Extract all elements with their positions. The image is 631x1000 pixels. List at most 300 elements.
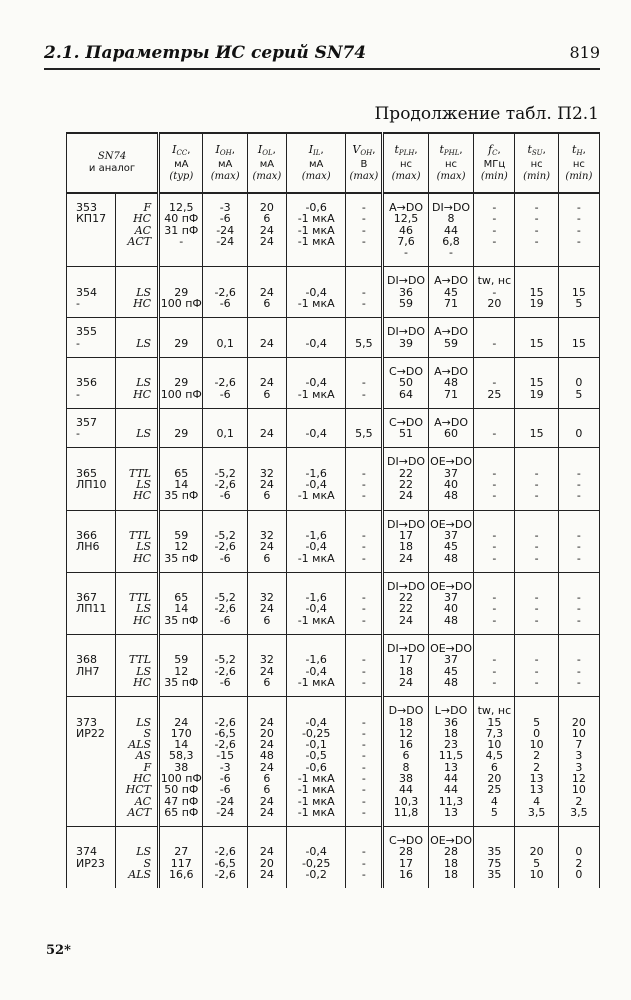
table-row (67, 827, 600, 889)
cell-tplh-value: DI→DO 17 18 24 (387, 517, 426, 565)
cell-tech-value: F HC AC ACT (127, 201, 152, 248)
header-unit: мА (174, 158, 189, 170)
header-symbol: I (172, 142, 177, 156)
cell-tplh-value: DI→DO 17 18 24 (387, 642, 426, 689)
cell-iol-value: 24 (259, 427, 274, 441)
cell-tsu-value: - - - (534, 466, 539, 503)
cell-tsu-value: 15 (529, 336, 544, 350)
header-unit: мА (217, 158, 233, 170)
cell-tplh-value: C→DO 51 (389, 415, 424, 441)
header-unit: нс (445, 158, 458, 170)
cell-tplh (383, 572, 429, 634)
cell-voh-value: - - - (361, 466, 366, 503)
cell-chip-value: 356 - (76, 376, 97, 401)
cell-th-value: 15 5 (571, 285, 586, 311)
header-symbol: f (488, 142, 493, 156)
cell-tphl (428, 408, 474, 448)
cell-iil-value: -1,6 -0,4 -1 мкА (297, 653, 335, 689)
cell-tech (115, 357, 158, 408)
cell-iol-value: 24 6 (259, 376, 274, 401)
cell-chip (67, 267, 116, 318)
header-rule (44, 68, 600, 70)
cell-fc (474, 267, 515, 318)
header-subscript: H (576, 148, 583, 157)
cell-ioh-value: 0,1 (216, 336, 234, 350)
cell-iil (286, 635, 346, 697)
cell-chip (67, 448, 116, 510)
cell-tplh-value: DI→DO 22 22 24 (387, 455, 426, 503)
header-subscript: IL (313, 148, 321, 157)
column-header-ioh: $I_{OH}$, мА (max) (203, 133, 247, 193)
header-subscript: OH (219, 148, 232, 157)
cell-iol (247, 697, 286, 827)
cell-chip (67, 510, 116, 572)
cell-iol-value: 32 24 6 (259, 528, 274, 565)
cell-iil (286, 408, 346, 448)
cell-fc-value: - 25 (487, 376, 502, 401)
cell-th (558, 318, 599, 358)
cell-tphl (428, 827, 474, 889)
cell-tech-value: TTL LS HC (128, 653, 152, 689)
cell-iol (247, 827, 286, 889)
table-row (67, 448, 600, 510)
cell-ioh-value: -2,6 -6,5 -2,6 (214, 845, 236, 882)
cell-fc (474, 827, 515, 889)
cell-tsu-value: 20 5 10 (529, 845, 544, 882)
header-subscript: PHL (443, 148, 460, 157)
cell-tsu-value: - - - (534, 591, 539, 627)
cell-iol (247, 318, 286, 358)
cell-iil (286, 510, 346, 572)
cell-th-value: 0 5 (575, 376, 583, 401)
cell-tphl-value: A→DO 48 71 (434, 364, 468, 401)
header-limit: (max) (252, 170, 282, 182)
cell-tphl (428, 448, 474, 510)
table-row (67, 510, 600, 572)
cell-tsu-value: 15 19 (529, 376, 544, 401)
cell-th-value: - - - - (576, 201, 581, 248)
cell-chip-value: 373 ИР22 (76, 715, 105, 740)
cell-ioh (203, 827, 247, 889)
cell-tech (115, 697, 158, 827)
cell-voh (346, 635, 383, 697)
cell-fc (474, 448, 515, 510)
header-symbol: I (215, 142, 220, 156)
cell-th-value: 15 (571, 336, 586, 350)
cell-fc (474, 572, 515, 634)
cell-fc (474, 510, 515, 572)
cell-tplh-value: C→DO 50 64 (389, 364, 424, 401)
cell-iol (247, 572, 286, 634)
cell-tsu (515, 193, 558, 267)
cell-tphl (428, 635, 474, 697)
cell-tsu-value: 15 19 (529, 285, 544, 311)
header-limit: (min) (480, 170, 508, 182)
cell-iil (286, 827, 346, 889)
cell-tech (115, 827, 158, 889)
header-limit: (max) (391, 170, 421, 182)
cell-iil (286, 318, 346, 358)
cell-icc (159, 572, 203, 634)
cell-voh-value: - - (361, 376, 366, 401)
cell-voh (346, 193, 383, 267)
table-row (67, 193, 600, 267)
table-row (67, 697, 600, 827)
cell-tsu (515, 510, 558, 572)
cell-iol (247, 267, 286, 318)
cell-iil-value: -0,4 (305, 336, 327, 350)
cell-voh (346, 572, 383, 634)
cell-chip-value: 367 ЛП11 (76, 591, 107, 616)
cell-voh (346, 408, 383, 448)
cell-iil-value: -1,6 -0,4 -1 мкА (297, 528, 335, 565)
cell-icc-value: 12,5 40 пФ 31 пФ - (164, 201, 199, 248)
cell-iol (247, 408, 286, 448)
cell-tech-value: LS HC (133, 285, 152, 311)
cell-iol (247, 510, 286, 572)
cell-icc (159, 318, 203, 358)
cell-ioh (203, 510, 247, 572)
cell-iil (286, 448, 346, 510)
cell-ioh-value: -2,6 -6 (214, 376, 236, 401)
header-subscript: OH (360, 148, 373, 157)
column-header-icc: $I_{CC}$, мА (typ) (159, 133, 203, 193)
header-symbol: V (352, 142, 361, 156)
table-row (67, 318, 600, 358)
header-subscript: CC (176, 148, 188, 157)
cell-tplh (383, 318, 429, 358)
cell-tplh-value: A→DO 12,5 46 7,6 - (389, 201, 423, 260)
cell-icc (159, 267, 203, 318)
cell-chip-value: 357 - (76, 415, 97, 441)
header-limit: (max) (210, 170, 240, 182)
column-header-voh: $V_{OH}$, В (max) (346, 133, 383, 193)
cell-ioh-value: -2,6 -6,5 -2,6 -15 -3 -6 -6 -24 -24 (214, 715, 236, 819)
cell-th-value: - - - (576, 591, 581, 627)
table-caption: Продолжение табл. П2.1 (374, 104, 599, 124)
cell-tphl (428, 572, 474, 634)
cell-tphl-value: A→DO 45 71 (434, 274, 468, 311)
cell-fc-value: - - - (492, 528, 497, 565)
parameters-table (66, 132, 600, 928)
header-unit: нс (572, 158, 585, 170)
cell-tsu (515, 697, 558, 827)
cell-iol-value: 32 24 6 (259, 466, 274, 503)
cell-tech-value: LS HC (133, 376, 152, 401)
cell-icc-value: 65 14 35 пФ (164, 466, 199, 503)
cell-icc-value: 29 100 пФ (160, 376, 202, 401)
cell-chip-value: 366 ЛН6 (76, 528, 100, 554)
cell-chip-value: 353 КП17 (76, 201, 107, 226)
cell-tech (115, 572, 158, 634)
cell-th-value: - - - (576, 653, 581, 689)
cell-voh (346, 510, 383, 572)
cell-tech-value: LS (136, 336, 152, 350)
cell-icc (159, 448, 203, 510)
cell-icc (159, 827, 203, 889)
cell-icc-value: 65 14 35 пФ (164, 591, 199, 627)
header-subscript: OL (262, 148, 273, 157)
cell-icc (159, 193, 203, 267)
cell-icc-value: 59 12 35 пФ (164, 528, 199, 565)
cell-iil-value: -0,6 -1 мкА -1 мкА -1 мкА (297, 201, 335, 248)
cell-iil-value: -1,6 -0,4 -1 мкА (297, 591, 335, 627)
cell-icc (159, 510, 203, 572)
cell-th-value: - - - (576, 466, 581, 503)
cell-th (558, 572, 599, 634)
cell-tplh (383, 357, 429, 408)
cell-th (558, 697, 599, 827)
cell-iil (286, 697, 346, 827)
cell-chip-value: 355 - (76, 325, 97, 350)
cell-chip (67, 572, 116, 634)
cell-fc (474, 318, 515, 358)
cell-voh (346, 448, 383, 510)
cell-th (558, 510, 599, 572)
column-header-tplh: $t_{PLH}$, нс (max) (383, 133, 429, 193)
cell-voh (346, 267, 383, 318)
cell-tsu-value: - - - (534, 528, 539, 565)
column-header-iil: $I_{IL}$, мА (max) (286, 133, 346, 193)
cell-iil (286, 267, 346, 318)
cell-tech (115, 408, 158, 448)
cell-voh-value: - - - - (361, 201, 366, 248)
cell-tphl-value: A→DO 60 (434, 415, 468, 441)
header-limit: (max) (436, 170, 466, 182)
cell-chip-value: 354 - (76, 285, 97, 311)
cell-ioh-value: -2,6 -6 (214, 285, 236, 311)
cell-chip (67, 697, 116, 827)
cell-voh (346, 357, 383, 408)
cell-voh-value: 5,5 (355, 336, 373, 350)
cell-iil-value: -0,4 -1 мкА (297, 376, 335, 401)
cell-tplh (383, 448, 429, 510)
cell-tsu (515, 357, 558, 408)
cell-tsu (515, 827, 558, 889)
cell-tphl-value: OE→DO 28 18 18 (430, 834, 473, 882)
cell-tphl (428, 697, 474, 827)
cell-iol-value: 32 24 6 (259, 653, 274, 689)
cell-tplh (383, 408, 429, 448)
cell-tsu (515, 408, 558, 448)
cell-iol (247, 635, 286, 697)
cell-voh-value: - - - (361, 653, 366, 689)
cell-iol-value: 24 (259, 336, 274, 350)
header-limit: (max) (349, 170, 379, 182)
column-header-series: SN74 (97, 151, 127, 162)
cell-iil (286, 572, 346, 634)
cell-fc-value: - (492, 336, 497, 350)
header-limit: (min) (565, 170, 593, 182)
cell-chip (67, 827, 116, 889)
cell-voh-value: - - - - - - - - - (361, 715, 366, 819)
cell-iil-value: -0,4 -1 мкА (297, 285, 335, 311)
cell-iil (286, 193, 346, 267)
cell-tphl (428, 357, 474, 408)
cell-tech-value: LS S ALS AS F HC HCT AC ACT (125, 715, 152, 819)
cell-voh-value: - - (361, 285, 366, 311)
cell-tsu-value: - - - (534, 653, 539, 689)
cell-ioh (203, 448, 247, 510)
cell-ioh-value: 0,1 (216, 427, 234, 441)
header-subscript: PLH (398, 148, 415, 157)
page-number: 819 (569, 43, 600, 62)
header-subscript: SU (531, 148, 543, 157)
header-limit: (max) (301, 170, 331, 182)
cell-tplh-value: D→DO 18 12 16 6 8 38 44 10,3 11,8 (388, 704, 424, 819)
cell-ioh (203, 697, 247, 827)
cell-chip-value: 365 ЛП10 (76, 466, 107, 492)
header-symbol: t (439, 142, 444, 156)
cell-ioh (203, 357, 247, 408)
cell-fc (474, 697, 515, 827)
cell-iil (286, 357, 346, 408)
cell-iol (247, 357, 286, 408)
header-symbol: t (527, 142, 532, 156)
cell-voh (346, 318, 383, 358)
cell-ioh (203, 572, 247, 634)
table-row (67, 635, 600, 697)
cell-ioh-value: -5,2 -2,6 -6 (214, 528, 236, 565)
cell-voh-value: - - - (361, 591, 366, 627)
cell-tsu (515, 448, 558, 510)
cell-ioh (203, 408, 247, 448)
column-header-chip (67, 133, 159, 193)
header-limit: (typ) (169, 170, 194, 182)
cell-icc-value: 29 100 пФ (160, 285, 202, 311)
cell-voh-value: - - - (361, 528, 366, 565)
cell-th (558, 827, 599, 889)
table-row (67, 267, 600, 318)
cell-tphl (428, 193, 474, 267)
cell-tech-value: LS S ALS (128, 845, 152, 882)
cell-tplh-value: DI→DO 36 59 (387, 274, 426, 311)
cell-tech-value: TTL LS HC (128, 591, 152, 627)
cell-icc-value: 24 170 14 58,3 38 100 пФ 50 пФ 47 пФ 65 пФ (160, 715, 202, 819)
cell-iol-value: 20 6 24 24 (259, 201, 274, 248)
cell-th-value: - - - (576, 528, 581, 565)
cell-tplh-value: C→DO 28 17 16 (389, 834, 424, 882)
cell-fc-value: - - - (492, 591, 497, 627)
header-unit: МГц (483, 158, 506, 170)
cell-icc (159, 635, 203, 697)
cell-chip-value: 368 ЛН7 (76, 653, 100, 678)
cell-icc (159, 357, 203, 408)
cell-tech-value: LS (136, 427, 152, 441)
cell-icc-value: 59 12 35 пФ (164, 653, 199, 689)
cell-tech-value: TTL LS HC (128, 466, 152, 503)
cell-icc-value: 29 (174, 336, 189, 350)
cell-iol-value: 24 20 24 48 24 6 6 24 24 (259, 715, 274, 819)
cell-tsu-value: 15 (529, 427, 544, 441)
cell-iil-value: -0,4 (305, 427, 327, 441)
cell-tplh (383, 827, 429, 889)
cell-th (558, 408, 599, 448)
cell-voh (346, 697, 383, 827)
cell-iol-value: 24 6 (259, 285, 274, 311)
cell-tplh (383, 697, 429, 827)
column-header-tsu: $t_{SU}$, нс (min) (515, 133, 558, 193)
cell-th (558, 267, 599, 318)
cell-tech (115, 193, 158, 267)
cell-chip (67, 193, 116, 267)
cell-icc (159, 697, 203, 827)
header-limit: (min) (523, 170, 551, 182)
cell-icc (159, 408, 203, 448)
cell-voh-value: 5,5 (355, 427, 373, 441)
cell-th (558, 193, 599, 267)
cell-ioh-value: -5,2 -2,6 -6 (214, 653, 236, 689)
cell-tphl-value: OE→DO 37 40 48 (430, 579, 473, 627)
cell-tech (115, 635, 158, 697)
cell-voh (346, 827, 383, 889)
cell-tsu (515, 267, 558, 318)
cell-th (558, 357, 599, 408)
cell-tplh (383, 193, 429, 267)
cell-ioh (203, 193, 247, 267)
cell-tphl-value: OE→DO 37 40 48 (430, 455, 473, 503)
cell-tplh-value: DI→DO 22 22 24 (387, 579, 426, 627)
column-header-tphl: $t_{PHL}$, нс (max) (428, 133, 474, 193)
cell-tsu (515, 572, 558, 634)
cell-tphl (428, 510, 474, 572)
cell-icc-value: 27 117 16,6 (169, 845, 194, 882)
cell-ioh (203, 267, 247, 318)
cell-fc-value: - - - - (492, 201, 497, 248)
cell-tech (115, 510, 158, 572)
cell-tphl-value: L→DO 36 18 23 11,5 13 44 44 11,3 13 (434, 704, 468, 819)
cell-fc-value: - - - (492, 466, 497, 503)
column-header-fc: $f_C$, МГц (min) (474, 133, 515, 193)
header-unit: мА (259, 158, 275, 170)
cell-iol (247, 448, 286, 510)
cell-iil-value: -0,4 -0,25 -0,2 (301, 845, 331, 882)
cell-tplh (383, 510, 429, 572)
table-row (67, 572, 600, 634)
cell-tplh (383, 267, 429, 318)
cell-th (558, 448, 599, 510)
header-unit: нс (530, 158, 543, 170)
cell-fc (474, 193, 515, 267)
cell-ioh-value: -5,2 -2,6 -6 (214, 591, 236, 627)
header-unit: мА (308, 158, 324, 170)
footer-signature: 52* (46, 943, 71, 958)
running-head (44, 43, 600, 67)
cell-tech-value: TTL LS HC (128, 528, 152, 565)
cell-tech (115, 318, 158, 358)
table-row (67, 357, 600, 408)
cell-tech (115, 448, 158, 510)
cell-fc (474, 635, 515, 697)
column-header-th: $t_H$, нс (min) (558, 133, 599, 193)
cell-voh-value: - - - (361, 845, 366, 882)
cell-iol (247, 193, 286, 267)
cell-th-value: 0 2 0 (575, 845, 583, 882)
column-header-analog: и аналог (88, 163, 136, 174)
cell-tech (115, 267, 158, 318)
cell-iol-value: 32 24 6 (259, 591, 274, 627)
cell-chip-value: 374 ИР23 (76, 845, 105, 870)
cell-fc (474, 408, 515, 448)
cell-tphl-value: A→DO 59 (434, 325, 468, 350)
cell-chip (67, 408, 116, 448)
cell-th-value: 0 (575, 427, 583, 441)
cell-th (558, 635, 599, 697)
cell-fc-value: tw, нс 15 7,3 10 4,5 6 20 25 4 5 (477, 704, 512, 819)
cell-tsu-value: - - - - (534, 201, 539, 248)
table-header-row (67, 133, 600, 193)
cell-tphl-value: OE→DO 37 45 48 (430, 517, 473, 565)
